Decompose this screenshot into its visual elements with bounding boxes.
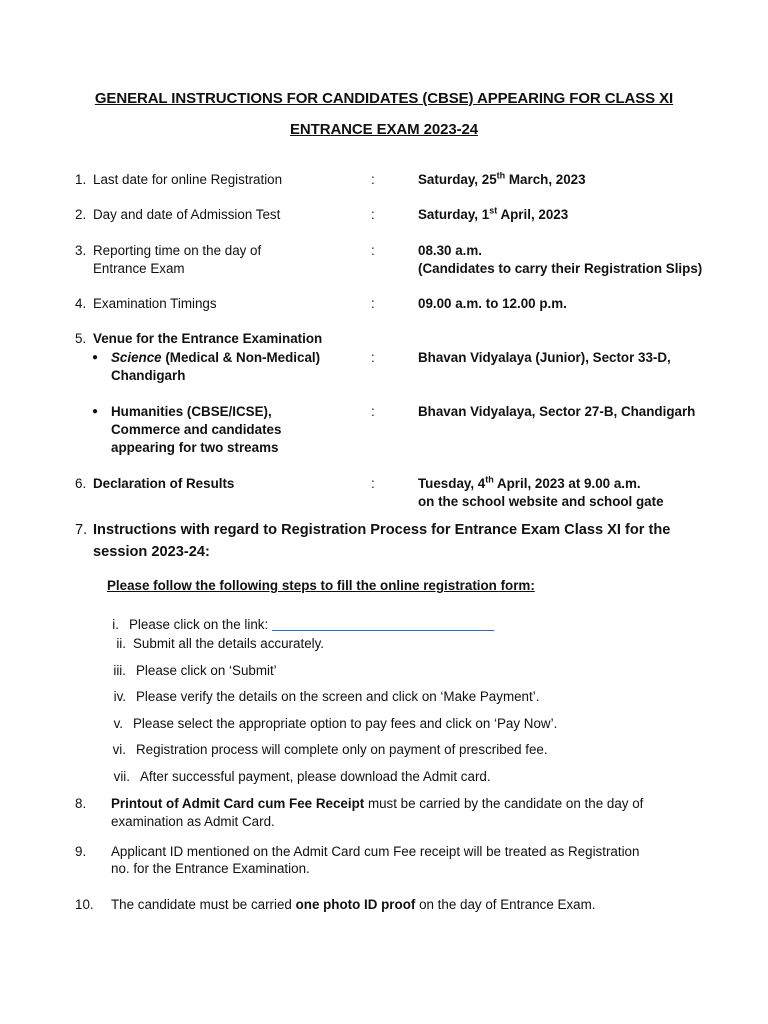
row-number: 4. — [75, 296, 87, 311]
section-number: 7. — [75, 522, 88, 538]
row-number: 2. — [75, 207, 87, 222]
item-number: 8. — [75, 796, 87, 811]
step-text: Please click on ‘Submit’ — [136, 663, 277, 678]
row-colon: : — [371, 350, 375, 365]
row-colon: : — [371, 207, 375, 222]
section-heading-line-2: session 2023-24: — [93, 544, 210, 560]
row-value: 09.00 a.m. to 12.00 p.m. — [418, 296, 567, 311]
bullet-icon: ● — [92, 352, 99, 363]
row-value-line-1: Tuesday, 4th April, 2023 at 9.00 a.m. — [418, 474, 641, 491]
row-label: Day and date of Admission Test — [93, 207, 281, 222]
venue-stream-label-line-2: Commerce and candidates — [111, 422, 282, 437]
row-value-line-2: (Candidates to carry their Registration Slips) — [418, 261, 703, 276]
row-label: Declaration of Results — [93, 476, 235, 491]
row-number: 6. — [75, 476, 87, 491]
row-label-line-2: Entrance Exam — [93, 261, 185, 276]
row-value: Saturday, 1st April, 2023 — [418, 205, 569, 222]
row-number: 1. — [75, 172, 87, 187]
row-value-line-1: 08.30 a.m. — [418, 243, 483, 258]
section-heading-line-1: Instructions with regard to Registration Process for Entrance Exam Class XI for the — [93, 522, 671, 538]
step-number: v. — [113, 716, 123, 731]
step-text: Please click on the link: — [129, 616, 494, 634]
step-text: Submit all the details accurately. — [133, 636, 325, 651]
item-text-line-2: no. for the Entrance Examination. — [111, 861, 310, 876]
row-number: 5. — [75, 331, 87, 346]
row-value: Saturday, 25th March, 2023 — [418, 170, 586, 187]
step-number: iii. — [113, 663, 126, 678]
row-colon: : — [371, 172, 375, 187]
step-number: vi. — [112, 742, 126, 757]
row-value-line-2: on the school website and school gate — [418, 494, 664, 509]
step-text: Registration process will complete only on payment of prescribed fee. — [136, 742, 548, 757]
step-number: iv. — [113, 689, 126, 704]
venue-stream-label-line-1: Humanities (CBSE/ICSE), — [111, 404, 272, 419]
item-text: The candidate must be carried one photo ID proof on the day of Entrance Exam. — [111, 897, 596, 912]
venue-stream-label-line-2: Chandigarh — [111, 368, 186, 383]
step-number: ii. — [116, 636, 126, 651]
step-text: Please verify the details on the screen and click on ‘Make Payment’. — [136, 689, 540, 704]
item-number: 10. — [75, 897, 94, 912]
step-number: vii. — [113, 769, 130, 784]
document-title-line-2: ENTRANCE EXAM 2023-24 — [290, 121, 478, 138]
step-number: i. — [112, 617, 119, 632]
row-label-line-1: Reporting time on the day of — [93, 243, 262, 258]
venue-value: Bhavan Vidyalaya, Sector 27-B, Chandigarh — [418, 404, 696, 419]
registration-link[interactable] — [272, 617, 494, 631]
row-colon: : — [371, 296, 375, 311]
row-colon: : — [371, 243, 375, 258]
row-number: 3. — [75, 243, 87, 258]
venue-stream-label: Science (Medical & Non-Medical) — [111, 350, 321, 365]
document-title-line-1: GENERAL INSTRUCTIONS FOR CANDIDATES (CBSE) APPEARING FOR CLASS XI — [94, 90, 674, 107]
venue-stream-label-line-3: appearing for two streams — [111, 440, 279, 455]
row-label: Last date for online Registration — [93, 172, 283, 187]
step-text: Please select the appropriate option to pay fees and click on ‘Pay Now’. — [133, 716, 558, 731]
step-text: After successful payment, please download the Admit card. — [140, 769, 491, 784]
row-colon: : — [371, 404, 375, 419]
venue-value: Bhavan Vidyalaya (Junior), Sector 33-D, — [418, 350, 671, 365]
row-label: Venue for the Entrance Examination — [93, 331, 323, 346]
item-text-line-1: Printout of Admit Card cum Fee Receipt must be carried by the candidate on the day of — [111, 796, 644, 811]
steps-heading: Please follow the following steps to fill the online registration form: — [107, 578, 535, 593]
section-7-heading — [75, 519, 715, 563]
row-label: Examination Timings — [93, 296, 217, 311]
item-number: 9. — [75, 844, 87, 859]
bullet-icon: ● — [92, 406, 99, 417]
item-text-line-1: Applicant ID mentioned on the Admit Card cum Fee receipt will be treated as Registration — [111, 844, 640, 859]
row-colon: : — [371, 476, 375, 491]
item-text-line-2: examination as Admit Card. — [111, 814, 275, 829]
